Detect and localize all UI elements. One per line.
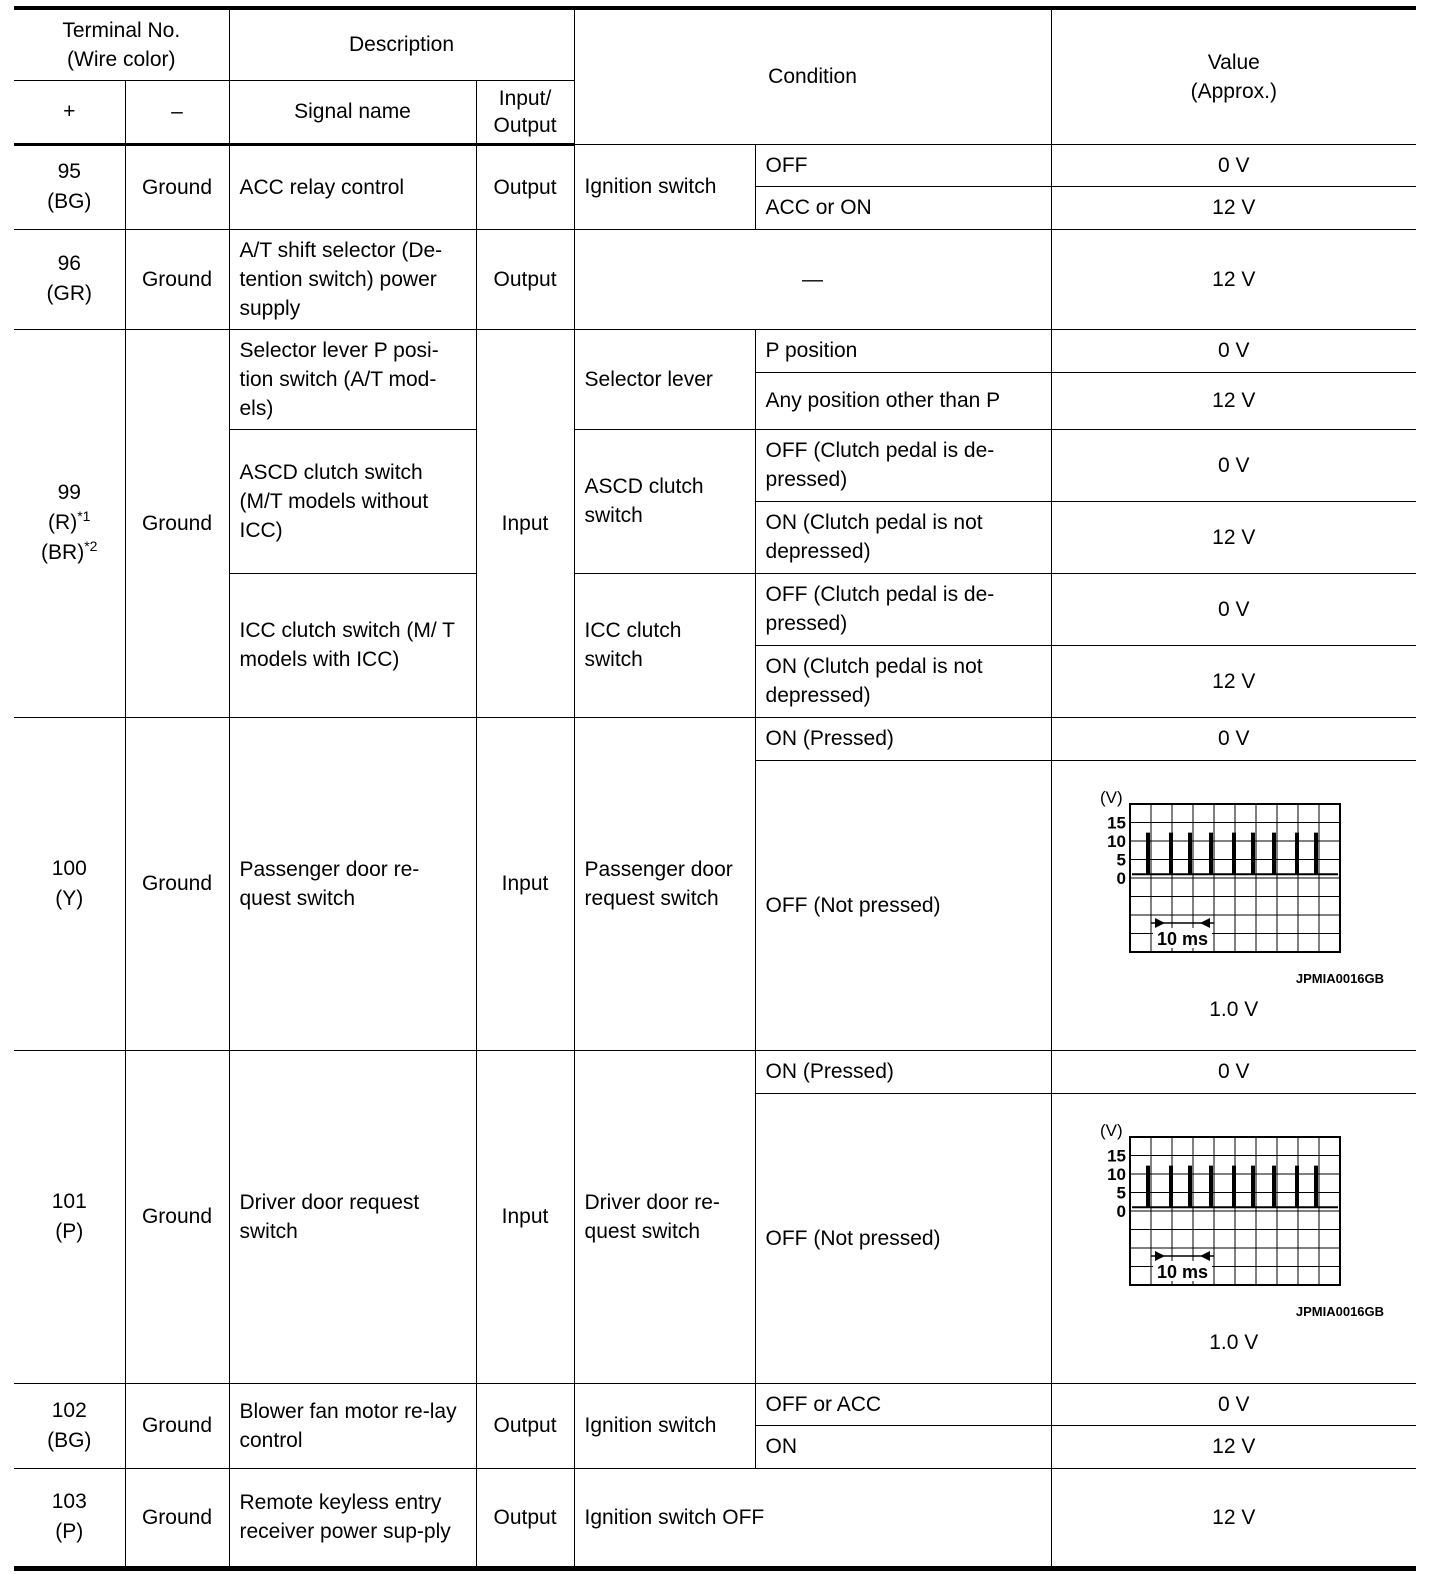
header-input-output: Input/ Output <box>476 80 574 144</box>
value: 12 V <box>1051 372 1416 429</box>
terminal-99 <box>14 329 125 717</box>
value: 12 V <box>1051 186 1416 229</box>
condition-main: Passenger door request switch <box>574 717 755 1050</box>
condition-main: Ignition switch <box>574 144 755 229</box>
wire-color: (BG) <box>47 190 92 213</box>
y-tick-label: 15 <box>1106 813 1126 833</box>
signal-name: Passenger door re-quest switch <box>229 717 476 1050</box>
value: 1.0 V <box>1209 998 1259 1021</box>
value: 1.0 V <box>1209 1331 1259 1354</box>
value: 0 V <box>1051 329 1416 372</box>
waveform-chart <box>1084 786 1384 966</box>
value: 0 V <box>1051 144 1416 186</box>
minus-ground: Ground <box>125 1383 229 1468</box>
terminal-number: 102 <box>51 1398 87 1422</box>
input-output: Output <box>476 1383 574 1468</box>
value: 12 V <box>1051 229 1416 329</box>
minus-ground: Ground <box>125 229 229 329</box>
signal-name: Blower fan motor re-lay control <box>229 1383 476 1468</box>
terminal-number: 103 <box>51 1490 87 1513</box>
arrow-left-icon <box>1200 918 1210 928</box>
y-tick-label: 10 <box>1106 1165 1126 1184</box>
value: 12 V <box>1051 645 1416 717</box>
terminal-95 <box>14 144 125 229</box>
signal-name: A/T shift selector (De-tention switch) power supply <box>229 229 476 329</box>
terminal-number: 101 <box>51 1189 87 1213</box>
condition-main: ICC clutch switch <box>574 573 755 717</box>
header-terminal: Terminal No. (Wire color) <box>14 8 229 80</box>
y-tick-label: 5 <box>1116 850 1126 870</box>
y-tick-label: 5 <box>1116 1183 1126 1203</box>
header-condition: Condition <box>574 8 1051 144</box>
terminal-number: 99 <box>57 481 81 504</box>
condition-main: Ignition switch <box>574 1383 755 1468</box>
wire-color: (GR) <box>46 282 92 305</box>
condition-sub: OFF (Not pressed) <box>755 1093 1051 1383</box>
header-description: Description <box>229 8 574 80</box>
condition-sub: P position <box>755 329 1051 372</box>
terminal-102 <box>14 1383 125 1468</box>
input-output: Output <box>476 229 574 329</box>
condition-sub: ON (Pressed) <box>755 1050 1051 1093</box>
condition-sub: OFF or ACC <box>755 1383 1051 1425</box>
y-tick-label: 0 <box>1116 869 1126 888</box>
wire-color: (R) <box>48 511 78 534</box>
minus-ground: Ground <box>125 329 229 717</box>
axis-unit-label: (V) <box>1099 1121 1123 1140</box>
condition-sub: ON (Clutch pedal is not depressed) <box>755 501 1051 573</box>
terminal-103 <box>14 1468 125 1568</box>
condition-main: ASCD clutch switch <box>574 429 755 573</box>
signal-name: ACC relay control <box>229 144 476 229</box>
header-signal-name: Signal name <box>229 80 476 144</box>
minus-ground: Ground <box>125 1050 229 1383</box>
condition-none: — <box>574 229 1051 329</box>
condition-main: Ignition switch OFF <box>574 1468 1051 1568</box>
condition-sub: Any position other than P <box>755 372 1051 429</box>
signal-name: Driver door request switch <box>229 1050 476 1383</box>
time-span-label: 10 ms <box>1156 929 1208 949</box>
condition-main: Driver door re-quest switch <box>574 1050 755 1383</box>
figure-id: JPMIA0016GB <box>1295 971 1385 986</box>
wire-color: (BG) <box>47 1428 92 1452</box>
terminal-number: 100 <box>51 856 87 880</box>
value: 0 V <box>1051 717 1416 760</box>
condition-sub: ON <box>755 1425 1051 1468</box>
value: 12 V <box>1051 1468 1416 1568</box>
condition-sub: OFF (Clutch pedal is de-pressed) <box>755 573 1051 645</box>
figure-id: JPMIA0016GB <box>1295 1304 1385 1319</box>
condition-sub: ON (Clutch pedal is not depressed) <box>755 645 1051 717</box>
wire-color: (P) <box>55 1219 84 1243</box>
header-plus: + <box>14 80 125 144</box>
value: 0 V <box>1051 573 1416 645</box>
condition-sub: OFF (Not pressed) <box>755 760 1051 1050</box>
terminal-number: 95 <box>57 160 81 183</box>
condition-sub: OFF <box>755 144 1051 186</box>
value: 0 V <box>1051 429 1416 501</box>
value: 12 V <box>1051 501 1416 573</box>
waveform-cell <box>1051 760 1416 1050</box>
y-tick-label: 10 <box>1106 832 1126 851</box>
terminal-96 <box>14 229 125 329</box>
wire-color: (P) <box>55 1520 84 1543</box>
minus-ground: Ground <box>125 717 229 1050</box>
footnote-mark: *1 <box>77 508 91 524</box>
signal-name: ICC clutch switch (M/ T models with ICC) <box>229 573 476 717</box>
terminal-spec-table <box>14 6 1416 1571</box>
arrow-left-icon <box>1200 1251 1210 1261</box>
signal-name: Selector lever P posi-tion switch (A/T mod-els) <box>229 329 476 429</box>
header-value: Value (Approx.) <box>1051 8 1416 144</box>
y-tick-label: 0 <box>1116 1202 1126 1221</box>
signal-name: Remote keyless entry receiver power sup-ply <box>229 1468 476 1568</box>
waveform-chart <box>1084 1119 1384 1299</box>
value: 0 V <box>1051 1050 1416 1093</box>
minus-ground: Ground <box>125 144 229 229</box>
time-span-label: 10 ms <box>1156 1262 1208 1282</box>
input-output: Input <box>476 1050 574 1383</box>
arrow-right-icon <box>1155 1251 1165 1261</box>
minus-ground: Ground <box>125 1468 229 1568</box>
y-tick-label: 15 <box>1106 1146 1126 1166</box>
value: 12 V <box>1051 1425 1416 1468</box>
condition-main: Selector lever <box>574 329 755 429</box>
input-output: Input <box>476 717 574 1050</box>
header-minus: – <box>125 80 229 144</box>
wire-color: (Y) <box>55 886 84 910</box>
waveform-trace <box>1132 1167 1338 1208</box>
condition-sub: ON (Pressed) <box>755 717 1051 760</box>
input-output: Output <box>476 1468 574 1568</box>
axis-unit-label: (V) <box>1099 788 1123 807</box>
waveform-cell <box>1051 1093 1416 1383</box>
terminal-number: 96 <box>57 252 81 275</box>
wire-color: (BR) <box>41 541 85 564</box>
condition-sub: ACC or ON <box>755 186 1051 229</box>
footnote-mark: *2 <box>84 538 98 554</box>
arrow-right-icon <box>1155 918 1165 928</box>
terminal-100 <box>14 717 125 1050</box>
terminal-101 <box>14 1050 125 1383</box>
value: 0 V <box>1051 1383 1416 1425</box>
condition-sub: OFF (Clutch pedal is de-pressed) <box>755 429 1051 501</box>
input-output: Output <box>476 144 574 229</box>
input-output: Input <box>476 329 574 717</box>
signal-name: ASCD clutch switch (M/T models without ICC) <box>229 429 476 573</box>
waveform-trace <box>1132 834 1338 875</box>
